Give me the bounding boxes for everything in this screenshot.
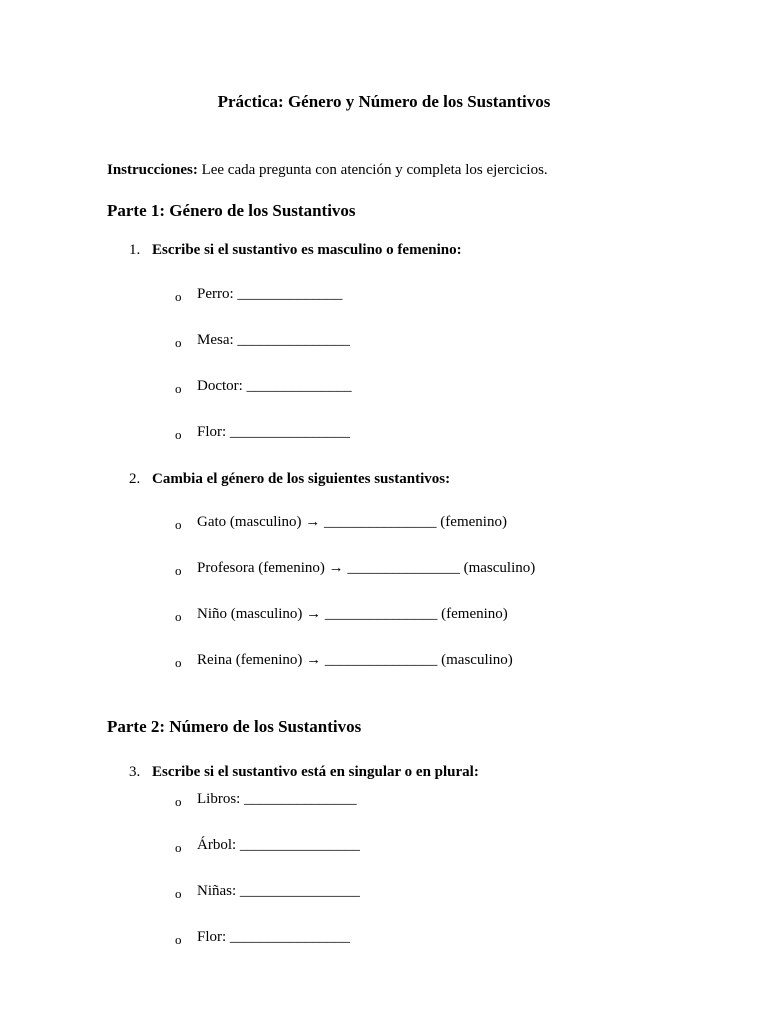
bullet-icon: o bbox=[175, 289, 182, 304]
q1-item-doctor: Doctor: ______________ bbox=[197, 378, 352, 394]
bullet-icon: o bbox=[175, 840, 182, 855]
q2-item-profesora: Profesora (femenino) → _______________ (masculino) bbox=[197, 560, 536, 576]
q2-item-nino: Niño (masculino) → _______________ (femenino) bbox=[197, 606, 508, 622]
q1-item-perro: Perro: ______________ bbox=[197, 286, 343, 302]
q3-text: Escribe si el sustantivo está en singular o en plural: bbox=[152, 764, 479, 780]
q2-item-reina: Reina (femenino) → _______________ (masculino) bbox=[197, 652, 513, 668]
instructions-text: Lee cada pregunta con atención y completa los ejercicios. bbox=[197, 162, 548, 178]
q3-number: 3. bbox=[129, 764, 141, 780]
q3-item-flor: Flor: ________________ bbox=[197, 929, 350, 945]
q2-text: Cambia el género de los siguientes sustantivos: bbox=[152, 471, 451, 487]
part1-heading: Parte 1: Género de los Sustantivos bbox=[107, 201, 356, 220]
q3-item-arbol: Árbol: ________________ bbox=[197, 837, 360, 853]
q1-text: Escribe si el sustantivo es masculino o femenino: bbox=[152, 242, 462, 258]
q2-number: 2. bbox=[129, 471, 141, 487]
instructions bbox=[107, 163, 548, 178]
bullet-icon: o bbox=[175, 932, 182, 947]
bullet-icon: o bbox=[175, 794, 182, 809]
bullet-icon: o bbox=[175, 517, 182, 532]
bullet-icon: o bbox=[175, 609, 182, 624]
bullet-icon: o bbox=[175, 655, 182, 670]
bullet-icon: o bbox=[175, 886, 182, 901]
q1-item-mesa: Mesa: _______________ bbox=[197, 332, 350, 348]
q3-item-ninas: Niñas: ________________ bbox=[197, 883, 360, 899]
q3-item-libros: Libros: _______________ bbox=[197, 791, 357, 807]
part2-heading: Parte 2: Número de los Sustantivos bbox=[107, 717, 362, 736]
bullet-icon: o bbox=[175, 335, 182, 350]
instructions-label: Instrucciones: bbox=[107, 162, 198, 178]
bullet-icon: o bbox=[175, 381, 182, 396]
bullet-icon: o bbox=[175, 563, 182, 578]
bullet-icon: o bbox=[175, 427, 182, 442]
q1-item-flor: Flor: ________________ bbox=[197, 424, 350, 440]
q2-item-gato: Gato (masculino) → _______________ (femenino) bbox=[197, 514, 507, 530]
q1-number: 1. bbox=[129, 242, 141, 258]
page-title: Práctica: Género y Número de los Sustantivos bbox=[217, 92, 551, 111]
